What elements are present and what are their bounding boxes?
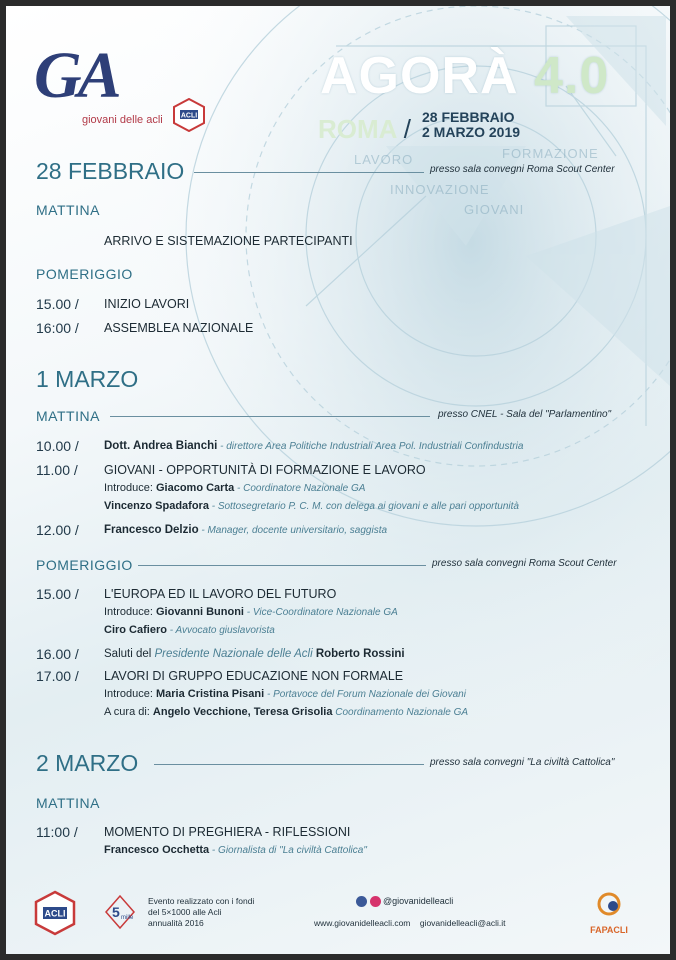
funding-note: Evento realizzato con i fondi del 5×1000 alle Acli annualità 2016	[148, 896, 255, 928]
schedule-time: 11:00 /	[36, 824, 78, 840]
ga-logo-subtitle: giovani delle acli	[82, 114, 163, 126]
day2-mattina-location: presso CNEL - Sala del "Parlamentino"	[438, 409, 612, 420]
schedule-time: 16.00 /	[36, 646, 79, 662]
cinque-per-mille-icon	[100, 892, 140, 932]
bg-word-innovazione: INNOVAZIONE	[390, 182, 490, 197]
acli-badge-icon	[172, 98, 206, 132]
bg-word-giovani: GIOVANI	[464, 202, 525, 217]
day3-mattina-label: MATTINA	[36, 795, 100, 811]
schedule-time: 16:00 /	[36, 320, 79, 336]
day2-pomeriggio-location: presso sala convegni Roma Scout Center	[432, 558, 617, 569]
day1-mattina-item: ARRIVO E SISTEMAZIONE PARTECIPANTI	[104, 234, 353, 248]
event-dates: 28 FEBBRAIO 2 MARZO 2019	[422, 109, 521, 140]
day2-mattina-label: MATTINA	[36, 408, 100, 424]
schedule-item: Francesco Delzio - Manager, docente universitario, saggista	[104, 524, 388, 536]
event-city: ROMA /	[318, 114, 411, 144]
divider	[194, 172, 424, 173]
schedule-item: LAVORI DI GRUPPO EDUCAZIONE NON FORMALE	[104, 669, 404, 683]
day1-mattina-label: MATTINA	[36, 202, 100, 218]
schedule-curator: A cura di: Angelo Vecchione, Teresa Grisolia Coordinamento Nazionale GA	[104, 706, 469, 718]
schedule-time: 10.00 /	[36, 438, 79, 454]
title-version: 4.0	[534, 47, 610, 105]
day1-location: presso sala convegni Roma Scout Center	[430, 164, 615, 175]
schedule-intro: Introduce: Giacomo Carta - Coordinatore Nazionale GA	[104, 482, 366, 494]
acli-logo-icon	[34, 890, 76, 936]
schedule-time: 17.00 /	[36, 668, 79, 684]
day2-pomeriggio-label: POMERIGGIO	[36, 557, 133, 573]
title-main: AGORÀ	[320, 47, 519, 105]
bg-word-formazione: FORMAZIONE	[502, 146, 599, 161]
contact-row	[314, 918, 506, 929]
schedule-item: MOMENTO DI PREGHIERA - RIFLESSIONI	[104, 825, 351, 839]
schedule-time: 11.00 /	[36, 462, 78, 478]
event-title	[320, 46, 609, 106]
acli-badge-text: ACLI	[180, 112, 198, 120]
svg-text:mille: mille	[121, 915, 134, 921]
schedule-time: 12.00 /	[36, 522, 79, 538]
day3-title: 2 MARZO	[36, 750, 139, 776]
schedule-intro: Introduce: Giovanni Bunoni - Vice-Coordinatore Nazionale GA	[104, 606, 398, 618]
day1-title: 28 FEBBRAIO	[36, 158, 185, 184]
instagram-icon[interactable]	[370, 896, 381, 907]
event-poster	[6, 6, 670, 954]
social-handle: @giovanidelleacli	[383, 896, 454, 906]
schedule-item: Saluti del Presidente Nazionale delle Acli Roberto Rossini	[104, 648, 405, 660]
divider	[138, 565, 426, 566]
day1-pomeriggio-label: POMERIGGIO	[36, 266, 133, 282]
schedule-item: Dott. Andrea Bianchi - direttore Area Politiche Industriali Area Pol. Industriali Confindustria	[104, 440, 524, 452]
fap-acli-emblem-icon	[586, 890, 632, 920]
schedule-item: GIOVANI - OPPORTUNITÀ DI FORMAZIONE E LAVORO	[104, 463, 426, 477]
fap-acli-text: FAPACLI	[590, 925, 628, 935]
schedule-speaker: Vincenzo Spadafora - Sottosegretario P. C. M. con delega ai giovani e alle pari opportunità	[104, 500, 519, 512]
schedule-item: ASSEMBLEA NAZIONALE	[104, 321, 254, 335]
schedule-time: 15.00 /	[36, 586, 79, 602]
divider	[110, 416, 430, 417]
email-link[interactable]: giovanidelleacli@acli.it	[419, 918, 506, 928]
facebook-icon[interactable]	[356, 896, 367, 907]
ga-logo: GA	[34, 39, 118, 112]
day3-location: presso sala convegni "La civiltà Cattolica"	[430, 757, 615, 768]
schedule-speaker: Ciro Cafiero - Avvocato giuslavorista	[104, 624, 275, 636]
fap-acli-logo	[586, 890, 632, 938]
divider	[154, 764, 424, 765]
website-link[interactable]: www.giovanidelleacli.com	[314, 918, 411, 928]
social-handle-row[interactable]	[356, 896, 453, 907]
bg-word-lavoro: LAVORO	[354, 152, 414, 167]
schedule-item: L'EUROPA ED IL LAVORO DEL FUTURO	[104, 587, 337, 601]
schedule-intro: Introduce: Maria Cristina Pisani - Portavoce del Forum Nazionale dei Giovani	[104, 688, 466, 700]
schedule-speaker: Francesco Occhetta - Giornalista di "La civiltà Cattolica"	[104, 844, 367, 856]
acli-logo-text: ACLI	[44, 908, 66, 919]
schedule-item: INIZIO LAVORI	[104, 297, 190, 311]
svg-text:5: 5	[112, 904, 120, 920]
day2-title: 1 MARZO	[36, 366, 139, 392]
schedule-time: 15.00 /	[36, 296, 79, 312]
